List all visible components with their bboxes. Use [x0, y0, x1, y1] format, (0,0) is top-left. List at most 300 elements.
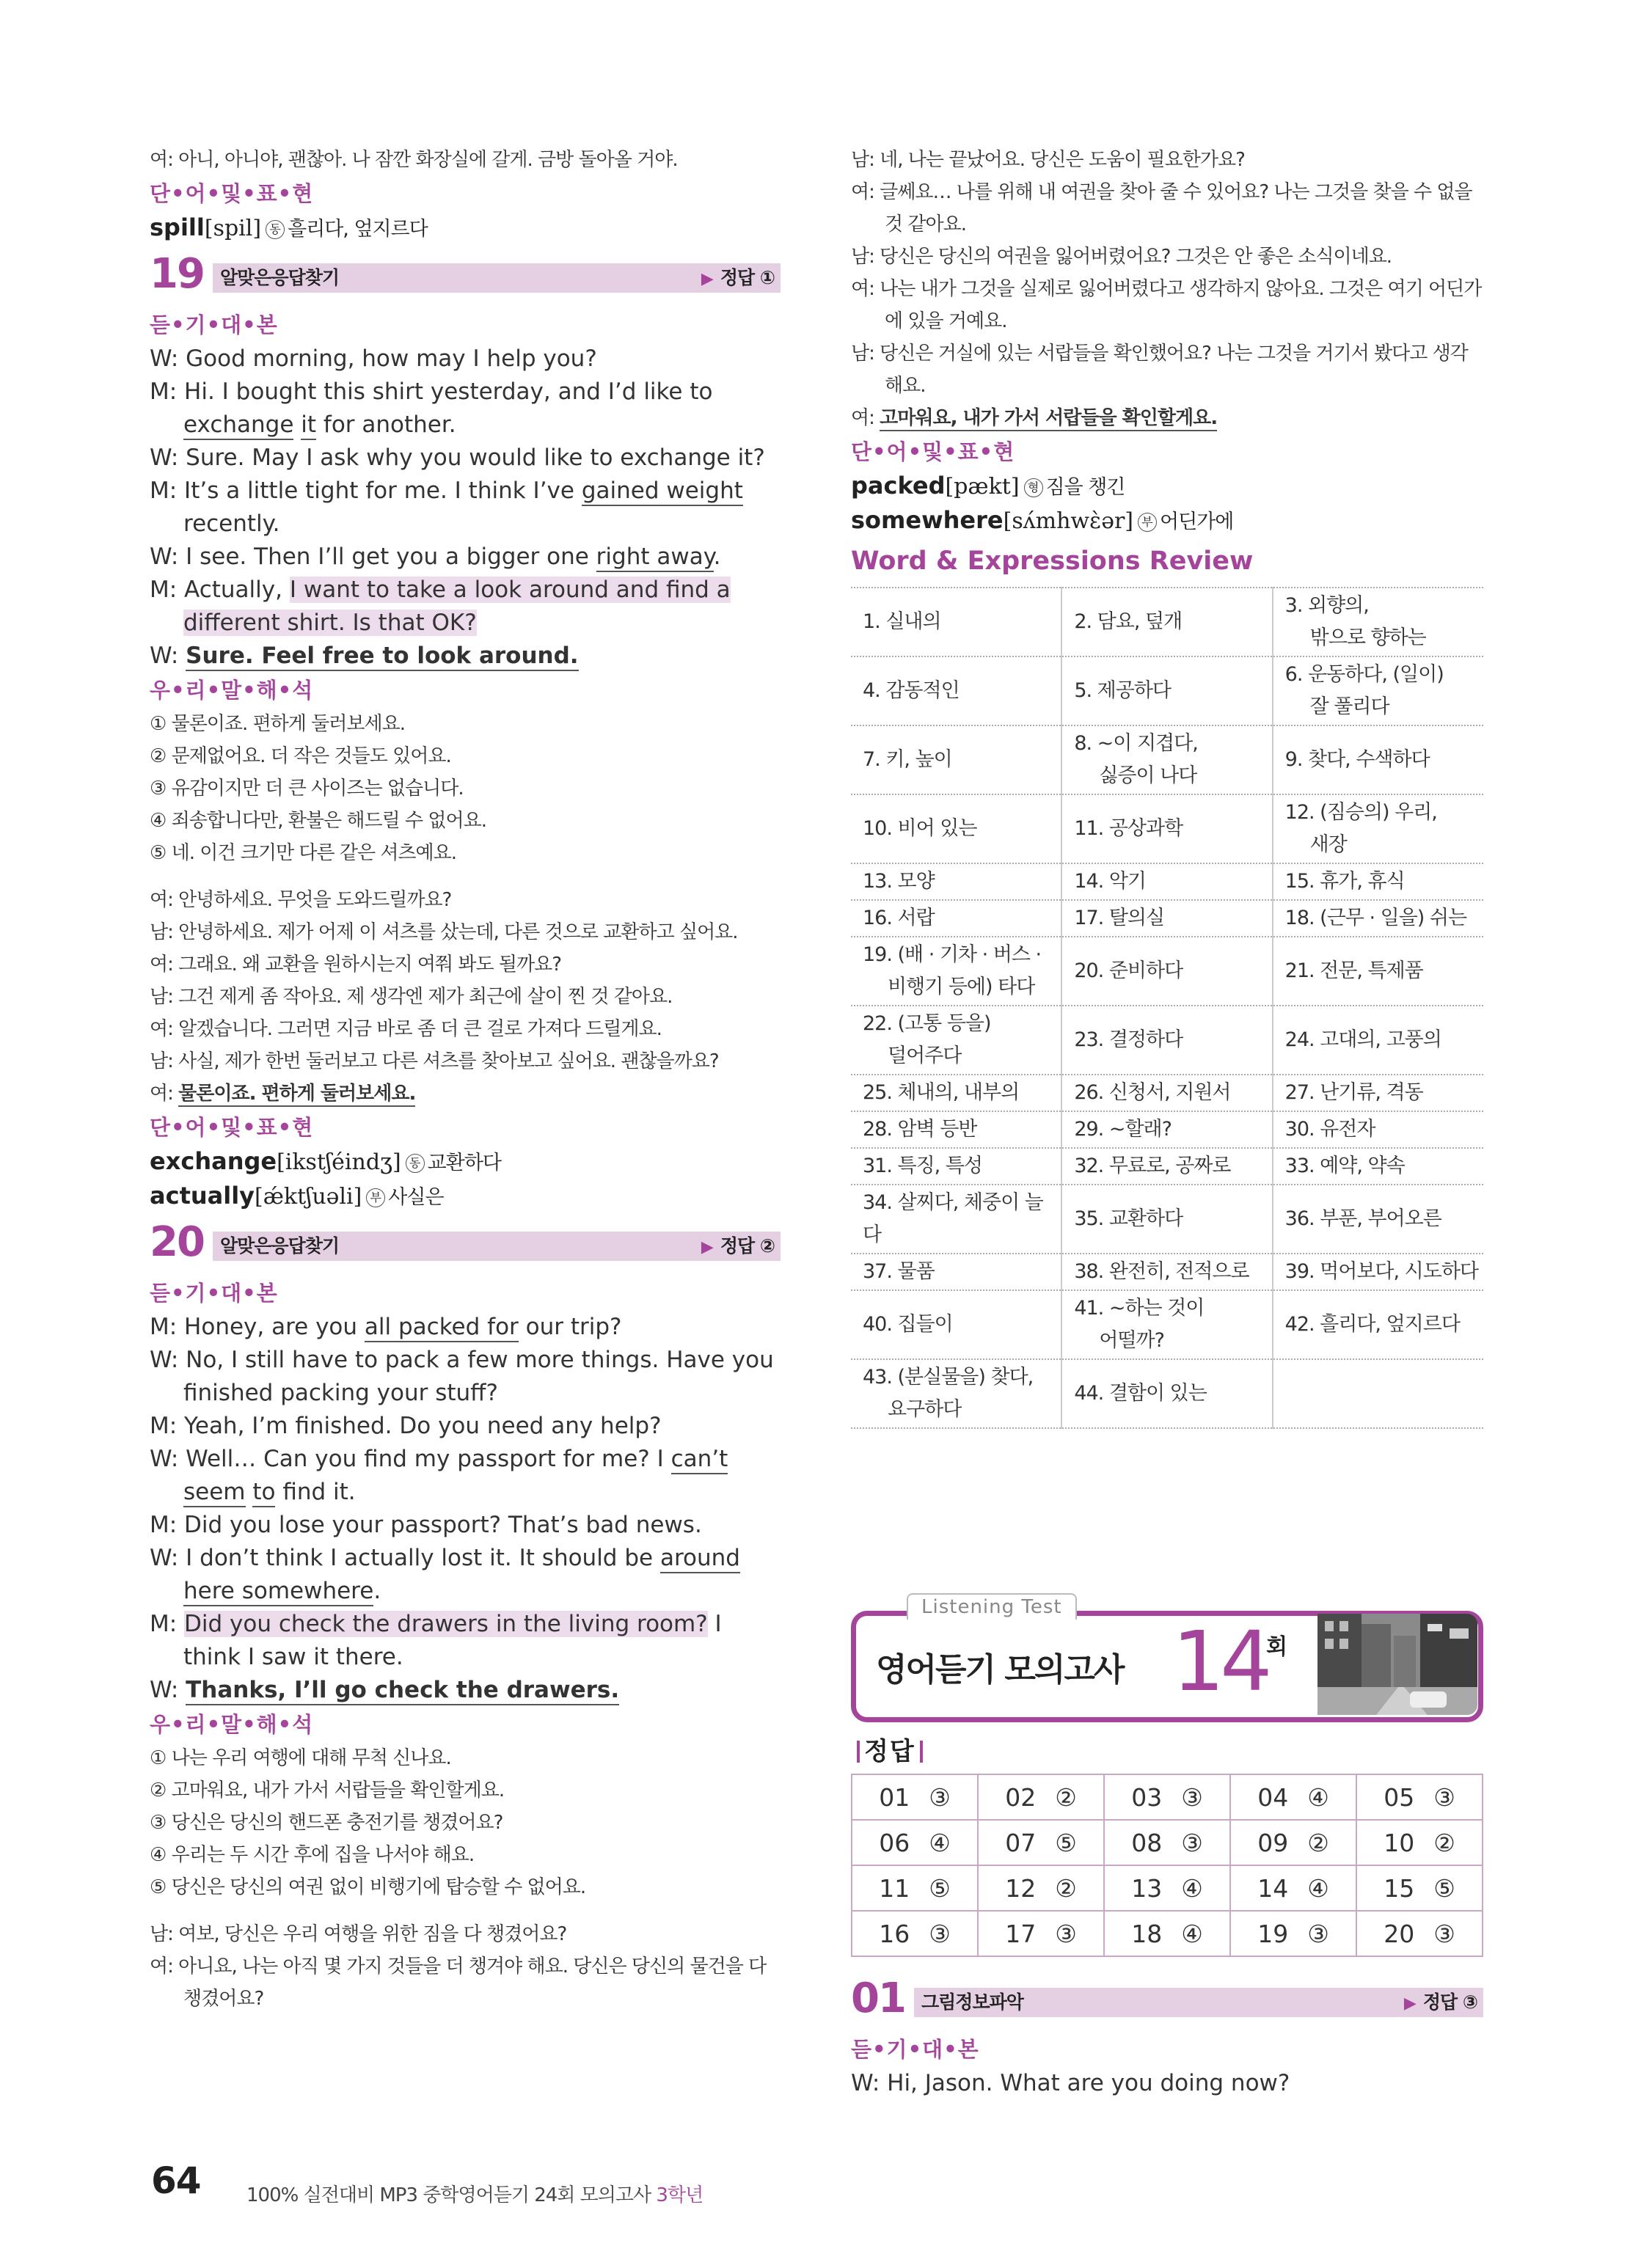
review-text: 17. 탈의실: [1074, 907, 1165, 929]
dialog-text: to: [252, 1479, 275, 1507]
dialog-line: [150, 1311, 781, 1344]
vocab-pronunciation: [sʌ́mhwὲər]: [1003, 508, 1134, 534]
answer-badge: [1404, 1988, 1477, 2019]
answer-number: 09: [1257, 1828, 1289, 1857]
review-cell: [1273, 863, 1483, 900]
speaker-label: M:: [150, 378, 185, 405]
review-cell: [851, 588, 1061, 656]
answer-number: 15: [1384, 1873, 1415, 1903]
review-cell: [1273, 588, 1483, 656]
answer-choice: ③: [1055, 1919, 1077, 1948]
test-number: 14: [1172, 1614, 1268, 1710]
dialog-text: Did you check the drawers in the living room?: [184, 1611, 708, 1637]
review-text: 덜어주다: [888, 1045, 962, 1067]
korean-line: 여: 물론이죠. 편하게 둘러보세요.: [150, 1078, 781, 1110]
review-text: 13. 모양: [863, 870, 935, 893]
dialog-text: I don’t think I actually lost it. It should be: [186, 1545, 660, 1571]
answer-cell: [1104, 1911, 1230, 1956]
korean-line: 여: 고마워요, 내가 가서 서랍들을 확인할게요.: [851, 402, 1483, 434]
review-text: 23. 결정하다: [1074, 1028, 1183, 1051]
answer-option: ② 문제없어요. 더 작은 것들도 있어요.: [150, 745, 451, 767]
play-triangle-icon: ▶: [1403, 1994, 1416, 2013]
answer-choice: ③: [929, 1782, 951, 1812]
answer-choice: ②: [1307, 1828, 1329, 1857]
review-cell: [1061, 1359, 1272, 1428]
review-cell: [1061, 1254, 1272, 1290]
korean-line: 남: 당신은 당신의 여권을 잃어버렸어요? 그것은 안 좋은 소식이네요.: [851, 246, 1392, 268]
question-number: 20: [150, 1218, 204, 1266]
dialog-text: all packed for: [365, 1314, 519, 1342]
review-text: 43. (분실물을) 찾다,: [863, 1366, 1034, 1389]
vocab-label: 단•어•및•표•현: [150, 181, 314, 206]
dialog-line: [150, 541, 781, 574]
answer-cell: [1230, 1820, 1356, 1865]
review-text: 6. 운동하다, (일이): [1284, 663, 1444, 686]
vocab-meaning: 어딘가에: [1160, 511, 1234, 533]
answer-option: ① 나는 우리 여행에 대해 무척 신나요.: [150, 1747, 451, 1769]
review-cell: [1061, 900, 1272, 937]
review-cell: [1061, 863, 1272, 900]
review-cell: [1061, 656, 1272, 725]
review-text: 9. 찾다, 수색하다: [1284, 748, 1430, 771]
vocab-pronunciation: [spil]: [204, 216, 262, 241]
answer-badge: [701, 263, 775, 294]
review-cell: [851, 1290, 1061, 1359]
korean-translation: [150, 1918, 781, 2015]
answer-cell: [1356, 1820, 1483, 1865]
review-cell: [851, 1359, 1061, 1428]
dialog-line: [150, 1608, 781, 1674]
answer-number: 04: [1257, 1782, 1289, 1812]
answer-choice: ③: [1181, 1828, 1203, 1857]
dialog-line: [150, 1509, 781, 1542]
answer-choice: ⑤: [1055, 1828, 1077, 1857]
vocab-entry: [150, 1145, 781, 1179]
review-text: 28. 암벽 등반: [863, 1118, 977, 1141]
speaker-label: M:: [150, 1413, 185, 1439]
review-text: 11. 공상과학: [1074, 817, 1183, 840]
korean-line: 여: 그래요. 왜 교환을 원하시는지 여쭤 봐도 될까요?: [150, 954, 561, 976]
korean-line: 남: 사실, 제가 한번 둘러보고 다른 셔츠를 찾아보고 싶어요. 괜찮을까요?: [150, 1050, 719, 1072]
answer-number: 17: [1005, 1919, 1037, 1948]
review-cell: [851, 937, 1061, 1006]
review-text: 잘 풀리다: [1309, 695, 1389, 718]
review-text: 7. 키, 높이: [863, 748, 952, 771]
review-cell: [1273, 794, 1483, 863]
answer-choice: ③: [929, 1919, 951, 1948]
review-row: [851, 1111, 1483, 1148]
answer-choice: ④: [929, 1828, 951, 1857]
dialog-text: for another.: [316, 411, 456, 438]
dialog-text: .: [373, 1578, 381, 1604]
review-row: [851, 725, 1483, 794]
dialog-label: 듣•기•대•본: [150, 1281, 278, 1306]
dialog-text: Actually,: [184, 577, 290, 603]
review-text: 41. ~하는 것이: [1074, 1297, 1205, 1320]
dialog-line: [150, 640, 781, 673]
answer-cell: [1356, 1911, 1483, 1956]
dialog-line: [150, 376, 781, 442]
review-text: 4. 감동적인: [863, 679, 960, 702]
review-title: Word & Expressions Review: [851, 546, 1254, 576]
dialog-text: I want to take a look around and find a different shirt. Is that OK?: [183, 577, 731, 636]
answer-number: 11: [879, 1873, 910, 1903]
answers-label: 정답: [852, 1731, 927, 1767]
dialog-text: around here somewhere: [183, 1545, 740, 1606]
review-text: 38. 완전히, 전적으로: [1074, 1260, 1249, 1283]
answer-option: ⑤ 네. 이건 크기만 다른 같은 셔츠예요.: [150, 842, 457, 864]
review-cell: [1061, 1290, 1272, 1359]
answer-sentence: 고마워요, 내가 가서 서랍들을 확인할게요.: [880, 407, 1217, 431]
question-bar: [914, 1988, 1483, 2017]
vocab-pronunciation: [ikstʃéindʒ]: [277, 1149, 401, 1175]
question-type: 그림정보파악: [921, 1991, 1023, 2013]
test-title: 영어듣기 모의고사: [876, 1651, 1124, 1689]
question-19-header: [150, 250, 781, 301]
review-text: 16. 서랍: [863, 907, 935, 929]
dialog-line: [150, 1410, 781, 1443]
korean-line: 여: 안녕하세요. 무엇을 도와드릴까요?: [150, 889, 452, 911]
footer-title: 100% 실전대비 MP3 중학영어듣기 24회 모의고사 3학년: [246, 2184, 703, 2206]
review-text: 2. 담요, 덮개: [1074, 610, 1183, 633]
question-01: [851, 1975, 1483, 2100]
korean-line: 여: 아니요, 나는 아직 몇 가지 것들을 더 챙겨야 해요. 당신은 당신의 물건을 다 챙겼어요?: [150, 1956, 767, 2010]
question-type: 알맞은응답찾기: [220, 267, 340, 288]
speaker-label: M:: [150, 478, 185, 504]
option-list: [150, 1742, 781, 1903]
review-text: 36. 부푼, 부어오른: [1284, 1207, 1441, 1230]
answer-option: ⑤ 당신은 당신의 여권 없이 비행기에 탑승할 수 없어요.: [150, 1876, 586, 1898]
answer-text: 정답 ③: [1422, 1991, 1477, 2013]
question-type: 알맞은응답찾기: [220, 1235, 340, 1256]
review-text: 요구하다: [888, 1398, 962, 1421]
korean-line: 남: 그건 제게 좀 작아요. 제 생각엔 제가 최근에 살이 찐 것 같아요.: [150, 986, 673, 1008]
answer-option: ④ 죄송합니다만, 환불은 해드릴 수 없어요.: [150, 810, 487, 832]
speaker-label: M:: [150, 1611, 185, 1637]
vocab-entry: [851, 469, 1483, 504]
answer-option: ③ 유감이지만 더 큰 사이즈는 없습니다.: [150, 778, 464, 800]
part-of-speech-badge: 동: [266, 220, 285, 239]
dialog-line: W: Hi, Jason. What are you doing now?: [851, 2070, 1290, 2096]
dialog-label: 듣•기•대•본: [851, 2037, 979, 2062]
dialog-text: gained weight: [582, 478, 743, 506]
review-cell: [1061, 1185, 1272, 1254]
answer-choice: ④: [1307, 1782, 1329, 1812]
dialog-text: It’s a little tight for me. I think I’ve: [184, 478, 582, 504]
dialog-text: Did you lose your passport? That’s bad news.: [184, 1512, 702, 1538]
answer-row: [852, 1911, 1483, 1956]
korean-line: 여: 글쎄요… 나를 위해 내 여권을 찾아 줄 수 있어요? 나는 그것을 찾을 수 없을 것 같아요.: [851, 181, 1472, 235]
review-text: 어떨까?: [1099, 1329, 1164, 1352]
speaker-label: W:: [150, 445, 186, 471]
review-text: 8. ~이 지겹다,: [1074, 732, 1198, 755]
part-of-speech-badge: 형: [1024, 478, 1043, 497]
part-of-speech-badge: 부: [1138, 513, 1157, 532]
review-row: [851, 1185, 1483, 1254]
answer-text: 정답 ②: [720, 1235, 775, 1256]
review-text: 19. (배 · 기차 · 버스 ·: [863, 943, 1042, 966]
review-text: 25. 체내의, 내부의: [863, 1081, 1020, 1104]
translation-label: 우•리•말•해•석: [150, 1712, 314, 1737]
answer-number: 18: [1131, 1919, 1163, 1948]
review-text: 15. 휴가, 휴식: [1284, 870, 1405, 893]
answer-cell: [852, 1865, 978, 1911]
review-cell: [1061, 1111, 1272, 1148]
review-cell: [1061, 725, 1272, 794]
review-cell: [1061, 794, 1272, 863]
speaker-label: M:: [150, 577, 185, 603]
review-row: [851, 937, 1483, 1006]
answer-choice: ③: [1433, 1919, 1455, 1948]
review-cell: [851, 1254, 1061, 1290]
review-row: [851, 1359, 1483, 1428]
answer-number: 07: [1005, 1828, 1037, 1857]
page-number: 64: [151, 2159, 201, 2202]
dialog-text: Well… Can you find my passport for me? I: [186, 1446, 671, 1472]
dialog-text: exchange: [183, 411, 293, 440]
answer-cell: [1104, 1820, 1230, 1865]
review-row: [851, 1006, 1483, 1075]
speaker-label: W:: [150, 643, 186, 669]
review-cell: [1061, 588, 1272, 656]
korean-line: 남: 당신은 거실에 있는 서랍들을 확인했어요? 나는 그것을 거기서 봤다고 생각해요.: [851, 343, 1468, 397]
review-text: 42. 흘리다, 엎지르다: [1284, 1313, 1460, 1336]
review-table: [851, 587, 1483, 1429]
review-cell: [1273, 1111, 1483, 1148]
review-row: [851, 863, 1483, 900]
review-text: 44. 결함이 있는: [1074, 1382, 1207, 1405]
review-cell: [851, 1185, 1061, 1254]
answer-cell: [1230, 1911, 1356, 1956]
review-cell: [1273, 1006, 1483, 1075]
dialog-text: No, I still have to pack a few more things. Have you finished packing your stuff?: [183, 1347, 774, 1406]
dialog-text: it: [301, 411, 316, 440]
speaker-label: W:: [150, 345, 186, 372]
answer-number: 05: [1384, 1782, 1415, 1812]
grade-label: 3학년: [656, 2184, 703, 2206]
review-text: 12. (짐승의) 우리,: [1284, 801, 1437, 824]
dialog-text: Thanks, I’ll go check the drawers.: [186, 1677, 619, 1705]
review-text: 34. 살찌다, 체중이 늘다: [863, 1191, 1043, 1246]
review-text: 5. 제공하다: [1074, 679, 1171, 702]
review-text: 26. 신청서, 지원서: [1074, 1081, 1231, 1104]
review-cell: [1273, 900, 1483, 937]
review-text: 30. 유전자: [1284, 1118, 1375, 1141]
review-text: 새장: [1309, 833, 1347, 856]
dialog-text: can’t seem: [183, 1446, 728, 1507]
review-cell: [851, 1075, 1061, 1111]
answer-choice: ④: [1181, 1873, 1203, 1903]
review-cell: [851, 1006, 1061, 1075]
answer-option: ② 고마워요, 내가 가서 서랍들을 확인할게요.: [150, 1779, 505, 1801]
dialog-line: [150, 1542, 781, 1608]
answer-number: 02: [1005, 1782, 1037, 1812]
answer-grid: [851, 1774, 1483, 1957]
dialog-script: [150, 343, 781, 673]
review-text: 밖으로 향하는: [1309, 626, 1426, 649]
review-row: [851, 1148, 1483, 1185]
review-text: 22. (고통 등을): [863, 1012, 991, 1035]
option-list: [150, 708, 781, 869]
dialog-text: I see. Then I’ll get you a bigger one: [186, 544, 596, 570]
dialog-line: [150, 574, 781, 640]
answer-cell: [978, 1820, 1104, 1865]
vocab-word: somewhere: [851, 506, 1004, 534]
play-triangle-icon: ▶: [701, 270, 713, 288]
translation-label: 우•리•말•해•석: [150, 678, 314, 703]
test-tag: Listening Test: [907, 1593, 1077, 1620]
answer-choice: ③: [1181, 1782, 1203, 1812]
vocab-list: [851, 469, 1483, 538]
vocab-pronunciation: [ǽktʃuəli]: [255, 1184, 362, 1210]
review-row: [851, 1075, 1483, 1111]
answer-cell: [978, 1774, 1104, 1820]
dialog-line: [150, 475, 781, 541]
review-row: [851, 1254, 1483, 1290]
korean-line: 남: 네, 나는 끝났어요. 당신은 도움이 필요한가요?: [851, 149, 1245, 171]
answer-cell: [1230, 1865, 1356, 1911]
answer-number: 19: [1257, 1919, 1289, 1948]
dialog-text: Sure. May I ask why you would like to exchange it?: [186, 445, 765, 471]
review-text: 21. 전문, 특제품: [1284, 959, 1423, 982]
review-text: 35. 교환하다: [1074, 1207, 1183, 1230]
review-cell: [851, 1148, 1061, 1185]
dialog-text: find it.: [275, 1479, 356, 1505]
speaker-label: W:: [150, 1446, 186, 1472]
vocab-entry: [851, 504, 1483, 538]
answer-number: 16: [879, 1919, 910, 1948]
answer-choice: ④: [1307, 1873, 1329, 1903]
review-cell: [851, 900, 1061, 937]
answer-cell: [1356, 1774, 1483, 1820]
answer-cell: [852, 1911, 978, 1956]
answer-cell: [1356, 1865, 1483, 1911]
dialog-text: [246, 1479, 253, 1505]
answer-sentence: 물론이죠. 편하게 둘러보세요.: [178, 1083, 415, 1107]
vocab-word: packed: [851, 472, 946, 500]
dialog-line: [150, 1344, 781, 1410]
review-text: 40. 집들이: [863, 1313, 953, 1336]
answer-cell: [978, 1865, 1104, 1911]
question-01-header: [851, 1975, 1483, 2026]
review-row: [851, 794, 1483, 863]
korean-line: 여: 알겠습니다. 그러면 지금 바로 좀 더 큰 걸로 가져다 드릴게요.: [150, 1018, 662, 1040]
korean-translation: [150, 884, 781, 1078]
review-row: [851, 900, 1483, 937]
review-cell: [851, 794, 1061, 863]
answer-choice: ②: [1055, 1873, 1077, 1903]
dialog-text: right away: [596, 544, 714, 572]
vocab-meaning: 흘리다, 엎지르다: [288, 218, 428, 241]
review-cell: [1273, 1075, 1483, 1111]
review-cell: [1061, 937, 1272, 1006]
question-20-header: [150, 1218, 781, 1270]
part-of-speech-badge: 동: [406, 1154, 425, 1173]
answer-option: ③ 당신은 당신의 핸드폰 충전기를 챙겼어요?: [150, 1812, 503, 1834]
review-text: 10. 비어 있는: [863, 817, 977, 840]
answer-option: ④ 우리는 두 시간 후에 집을 나서야 해요.: [150, 1844, 475, 1866]
speaker-label: W:: [150, 1545, 186, 1571]
answer-number: 10: [1384, 1828, 1415, 1857]
vocab-meaning: 교환하다: [427, 1152, 501, 1174]
dialog-text: Yeah, I’m finished. Do you need any help?: [184, 1413, 662, 1439]
dialog-text: Honey, are you: [184, 1314, 365, 1340]
korean-line: 남: 여보, 당신은 우리 여행을 위한 짐을 다 챙겼어요?: [150, 1923, 567, 1945]
speaker-label: M:: [150, 1512, 185, 1538]
review-text: 1. 실내의: [863, 610, 941, 633]
review-cell: [851, 725, 1061, 794]
answer-row: [852, 1774, 1483, 1820]
answer-choice: ②: [1433, 1828, 1455, 1857]
dialog-line: [150, 1443, 781, 1509]
review-cell: [1273, 1148, 1483, 1185]
review-cell: [1273, 1359, 1483, 1428]
answer-number: 20: [1384, 1919, 1415, 1948]
dialog-label: 듣•기•대•본: [150, 312, 278, 337]
review-cell: [1273, 1254, 1483, 1290]
answer-row: [852, 1820, 1483, 1865]
vocab-word: actually: [150, 1182, 255, 1210]
question-number: 01: [851, 1975, 905, 2022]
review-cell: [851, 863, 1061, 900]
vocab-entry: [150, 211, 781, 246]
test-suffix: 회: [1266, 1634, 1287, 1660]
answer-number: 13: [1131, 1873, 1163, 1903]
left-column: [150, 144, 781, 2015]
answer-number: 08: [1131, 1828, 1163, 1857]
dialog-text: [293, 411, 301, 438]
review-text: 18. (근무 · 일을) 쉬는: [1284, 907, 1467, 929]
vocab-meaning: 사실은: [388, 1186, 444, 1209]
review-cell: [1273, 1185, 1483, 1254]
question-bar: [213, 1232, 781, 1261]
review-text: 24. 고대의, 고풍의: [1284, 1028, 1441, 1051]
answer-choice: ⑤: [1433, 1873, 1455, 1903]
review-row: [851, 588, 1483, 656]
korean-line: 남: 안녕하세요. 제가 어제 이 셔츠를 샀는데, 다른 것으로 교환하고 싶어요.: [150, 921, 738, 943]
review-cell: [1273, 937, 1483, 1006]
answer-number: 14: [1257, 1873, 1289, 1903]
vocab-entry: [150, 1179, 781, 1214]
dialog-line-korean: 여: 아니, 아니야, 괜찮아. 나 잠깐 화장실에 갈게. 금방 돌아올 거야.: [150, 149, 678, 171]
korean-line: 여: 나는 내가 그것을 실제로 잃어버렸다고 생각하지 않아요. 그것은 여기 어딘가에 있을 거예요.: [851, 278, 1482, 332]
answer-choice: ③: [1307, 1919, 1329, 1948]
answer-choice: ③: [1433, 1782, 1455, 1812]
vocab-word: spill: [150, 213, 205, 241]
review-cell: [1061, 1148, 1272, 1185]
review-cell: [1273, 656, 1483, 725]
dialog-text: Good morning, how may I help you?: [186, 345, 597, 372]
dialog-line: [150, 442, 781, 475]
vocab-meaning: 짐을 챙긴: [1045, 476, 1125, 499]
dialog-text: Hi. I bought this shirt yesterday, and I’d like to: [184, 378, 713, 405]
answer-number: 03: [1131, 1782, 1163, 1812]
vocab-list: [150, 1145, 781, 1214]
review-text: 33. 예약, 약속: [1284, 1155, 1405, 1177]
city-street-photo: [1317, 1614, 1477, 1715]
review-cell: [851, 656, 1061, 725]
dialog-text: I think I saw it there.: [183, 1611, 722, 1670]
right-column: [851, 144, 1483, 1429]
answer-number: 12: [1005, 1873, 1037, 1903]
question-bar: [213, 263, 781, 293]
answer-cell: [1104, 1865, 1230, 1911]
dialog-line: [150, 1674, 781, 1707]
review-text: 싫증이 나다: [1099, 764, 1197, 787]
review-cell: [851, 1111, 1061, 1148]
answer-number: 06: [879, 1828, 910, 1857]
review-text: 비행기 등에) 타다: [888, 976, 1035, 998]
